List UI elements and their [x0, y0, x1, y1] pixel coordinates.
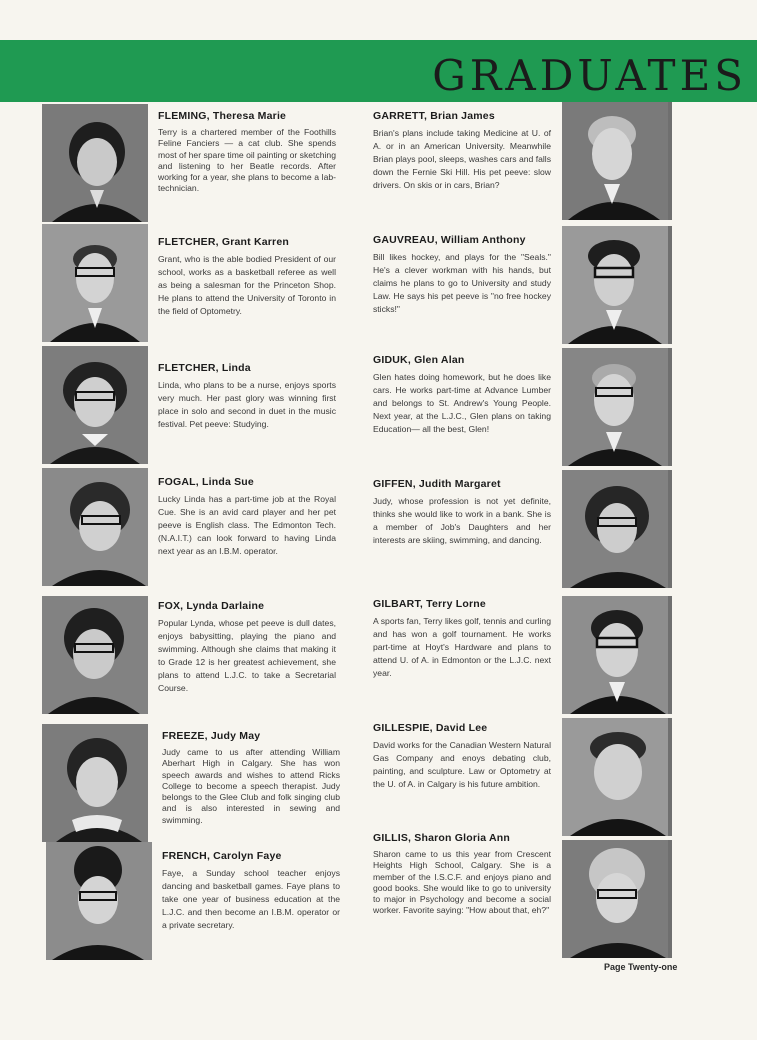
student-bio: Grant, who is the able bodied President of our school, works as a basketball referee as well as being a salesman for the Princeton Shop. He plans to attend the University of Toronto in the field of Optometry.: [158, 254, 336, 316]
student-entry: [373, 478, 551, 547]
portrait-photo: [42, 468, 148, 586]
student-bio: Judy came to us after attending William Aberhart High in Calgary. She has won speech awards and wishes to attend Ricks College to become a speech therapist. Judy belongs to the Glee Club and folk singing club and is also interested in sewing and swimming.: [162, 747, 340, 825]
portrait-photo: [46, 842, 152, 960]
student-bio: Sharon came to us this year from Crescent Heights High School, Calgary. She is a member of the I.S.C.F. and enjoys piano and good books. She would like to go to university to major in Psychology and become a social worker. Favorite saying: "How about that, eh?": [373, 849, 551, 916]
student-name: FOGAL, Linda Sue: [158, 476, 254, 488]
student-bio: Popular Lynda, whose pet peeve is dull dates, enjoys babysitting, playing the piano and swimming. Although she claims that making it to Grade 12 is her greatest achievement, she plans to attend L.J.C. to take a Secretarial Course.: [158, 618, 336, 693]
student-name: GILLIS, Sharon Gloria Ann: [373, 832, 511, 844]
student-entry: [373, 598, 551, 680]
student-name: GARRETT, Brian James: [373, 110, 495, 122]
page-title: GRADUATES: [432, 51, 747, 100]
student-entry: [158, 110, 336, 195]
student-entry: [162, 730, 340, 826]
portrait-photo: [42, 596, 148, 714]
student-name: GAUVREAU, William Anthony: [373, 234, 526, 246]
student-name: FLETCHER, Grant Karren: [158, 236, 289, 248]
student-entry: [158, 476, 336, 558]
student-entry: [373, 832, 551, 917]
student-entry: [158, 600, 336, 695]
portrait-photo: [562, 226, 672, 344]
student-entry: [373, 722, 551, 791]
student-entry: [373, 234, 551, 316]
student-entry: [162, 850, 340, 932]
student-bio: Linda, who plans to be a nurse, enjoys sports very much. Her past glory was winning first place in solo and second in duet in the music festival. Pet peeve: Studying.: [158, 380, 336, 429]
student-bio: Faye, a Sunday school teacher enjoys dancing and basketball games. Faye plans to take one year of business education at the L.J.C. and then become an I.B.M. operator or a private secretary.: [162, 868, 340, 930]
student-bio: Judy, whose profession is not yet definite, thinks she would like to work in a bank. She is a member of Job's Daughters and her interests are skiing, swimming, and dancing.: [373, 496, 551, 545]
student-entry: [373, 110, 551, 192]
student-bio: A sports fan, Terry likes golf, tennis and curling and has won a golf tournament. He works part-time at Hoyt's Hardware and plans to attend U. of A. in Edmonton or the L.J.C. next year.: [373, 616, 551, 678]
student-name: FREEZE, Judy May: [162, 730, 261, 742]
portrait-photo: [562, 840, 672, 958]
portrait-photo: [42, 724, 148, 842]
student-bio: Lucky Linda has a part-time job at the Royal Cue. She is an avid card player and her pet peeve is English class. The Edmonton Tech. (N.A.I.T.) can look forward to having Linda next year as an I.B.M. operator.: [158, 494, 336, 556]
portrait-photo: [42, 346, 148, 464]
student-name: GIDUK, Glen Alan: [373, 354, 465, 366]
student-bio: Glen hates doing homework, but he does like cars. He works part-time at Advance Lumber and belongs to St. Andrew's Young People. Next year, at the L.J.C., Glen plans on taking Education— all the best, Glen!: [373, 372, 551, 434]
student-bio: David works for the Canadian Western Natural Gas Company and enoys debating club, painting, and sculpture. Law or Optometry at the U. of A. in Calgary is his future ambition.: [373, 740, 551, 789]
student-bio: Bill likes hockey, and plays for the "Seals." He's a clever workman with his hands, but claims he plans to go to University and study Law. He says his pet peeve is "no free hockey sticks!": [373, 252, 551, 314]
page-number: Page Twenty-one: [604, 962, 678, 972]
student-entry: [373, 354, 551, 436]
portrait-photo: [42, 104, 148, 222]
portrait-photo: [42, 224, 148, 342]
portrait-photo: [562, 470, 672, 588]
student-entry: [158, 236, 336, 318]
student-bio: Brian's plans include taking Medicine at U. of A. or in an American University. Meanwhile Brian plays pool, sleeps, washes cars and falls down the Fernie Ski Hill. His pet peeve: slow drivers. On skis or in cars, Brian?: [373, 128, 551, 190]
student-name: FOX, Lynda Darlaine: [158, 600, 265, 612]
portrait-photo: [562, 348, 672, 466]
student-bio: Terry is a chartered member of the Foothills Feline Fanciers — a cat club. She spends most of her spare time oil painting or sketching and listening to her Beatle records. After working for a year, she plans to become a lab-technician.: [158, 127, 336, 194]
portrait-photo: [562, 102, 672, 220]
portrait-photo: [562, 596, 672, 714]
student-name: FLEMING, Theresa Marie: [158, 110, 287, 122]
student-name: GILLESPIE, David Lee: [373, 722, 488, 734]
student-name: GILBART, Terry Lorne: [373, 598, 486, 610]
student-entry: [158, 362, 336, 431]
student-name: FLETCHER, Linda: [158, 362, 251, 374]
portrait-photo: [562, 718, 672, 836]
student-name: FRENCH, Carolyn Faye: [162, 850, 282, 862]
student-name: GIFFEN, Judith Margaret: [373, 478, 501, 490]
